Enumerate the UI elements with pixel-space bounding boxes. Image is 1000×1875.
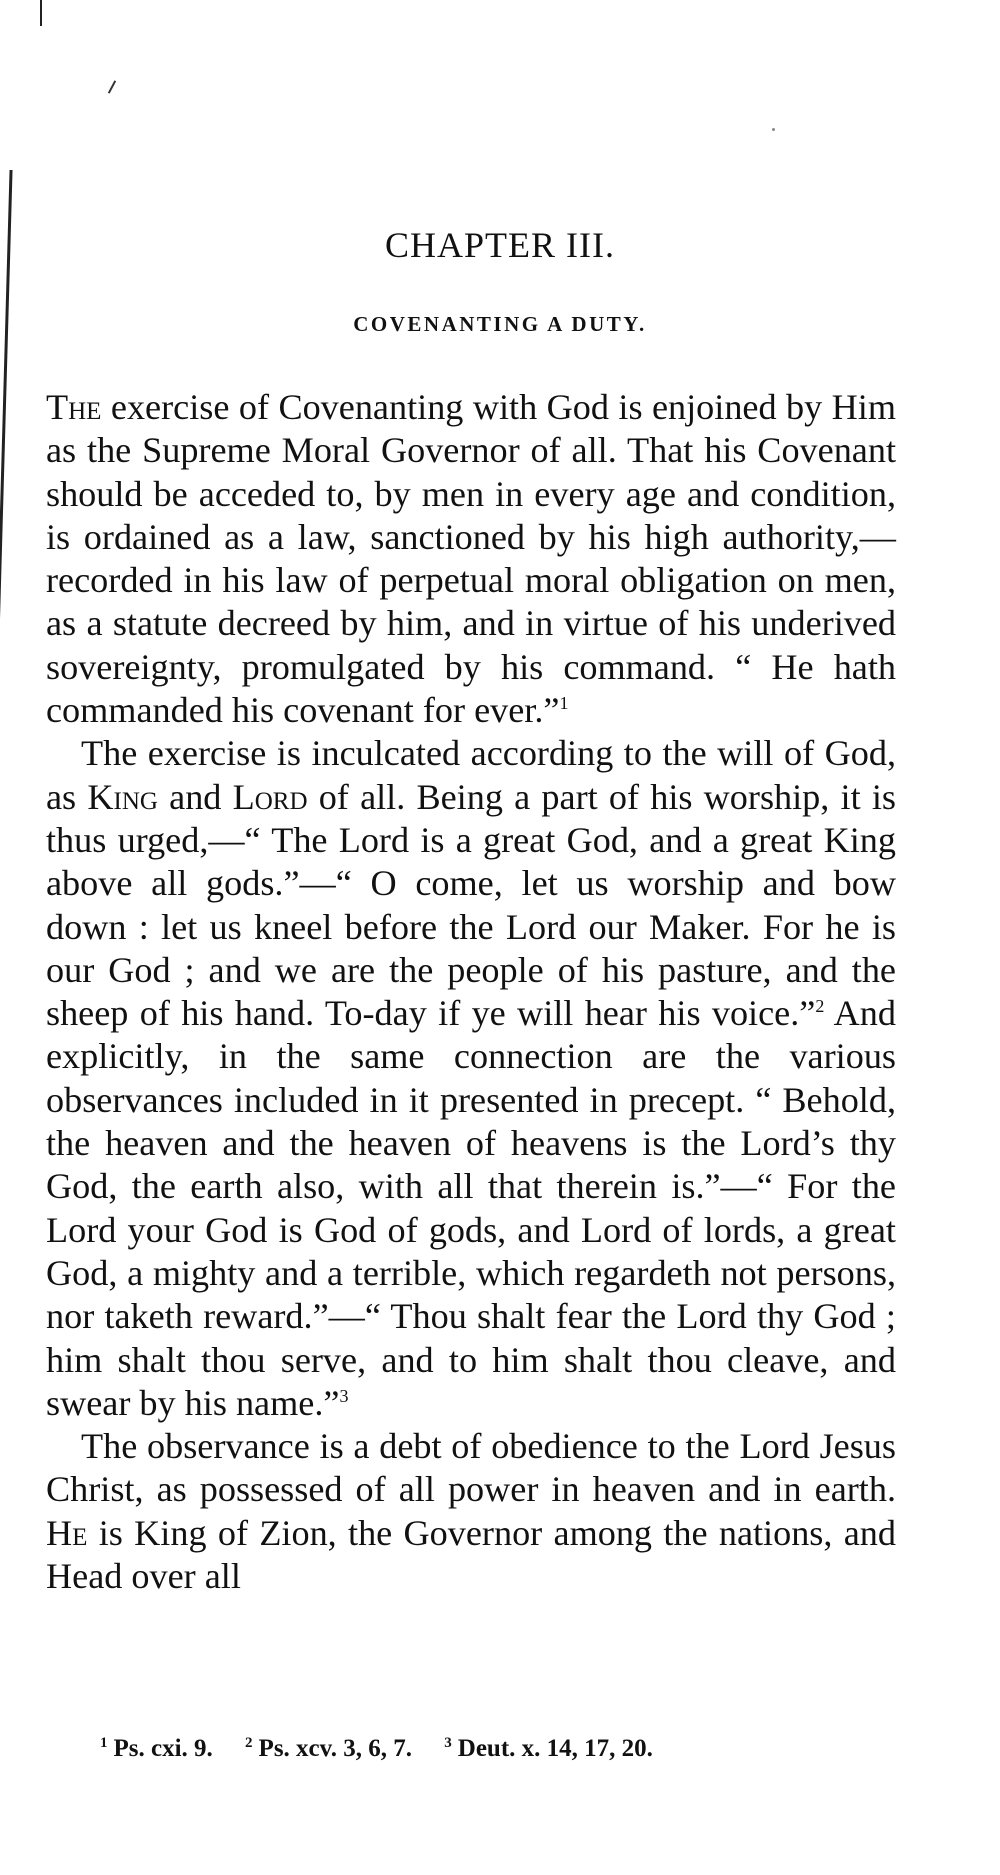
lead-word: The — [46, 387, 102, 427]
chapter-title: CHAPTER III. — [385, 225, 615, 265]
scan-pencil-mark — [108, 80, 116, 93]
footnote-text: Ps. cxi. 9. — [113, 1735, 213, 1762]
footnote-text: Ps. xcv. 3, 6, 7. — [258, 1735, 413, 1762]
chapter-body — [46, 386, 896, 1598]
paragraph-text: of all. Being a part of his worship, it is thus urged,—“ The Lord is a great God, and a great King above all gods.”—“ O come, let us worship and bow down : let us kneel before the Lord our Maker. For he is our God ; and we are the people of his pasture, and the sheep of his hand. To-day if ye will hear his voice.” — [46, 776, 896, 1034]
paragraph — [46, 1425, 896, 1598]
scan-edge-mark — [40, 0, 42, 26]
footnote-text: Deut. x. 14, 17, 20. — [457, 1735, 653, 1762]
footnote-reference: 1 — [559, 693, 569, 714]
paragraph — [46, 732, 896, 1425]
paragraph-text: And explicitly, in the same connection are the various observances included in it presented in precept. “ Behold, the heaven and the heaven of heavens is the Lord’s thy God, the earth also, with all that therein is.”—“ For the Lord your God is God of gods, and Lord of lords, a great God, a mighty and a terrible, which regardeth not persons, nor taketh reward.”—“ Thou shalt fear the Lord thy God ; him shalt thou serve, and to him shalt thou cleave, and swear by his name.” — [46, 993, 896, 1423]
paragraph-text: exercise of Covenanting with God is enjoined by Him as the Supreme Moral Governor of all. That his Covenant should be acceded to, by men in every age and condition, is ordained as a law, sanctioned by his high authority,—recorded in his law of perpetual moral obligation on men, as a statute decreed by him, and in virtue of his underived sovereignty, promulgated by his command. “ He hath commanded his covenant for ever.” — [46, 387, 896, 731]
footnote — [245, 1735, 412, 1762]
footnote-mark: 2 — [245, 1734, 253, 1751]
paragraph-text: The exercise is inculcated according to the will of God, as — [46, 733, 896, 817]
footnote-mark: 3 — [444, 1734, 452, 1751]
scan-speck — [772, 128, 775, 131]
paragraph-text: is King of Zion, the Governor among the nations, and Head over all — [46, 1512, 896, 1597]
footnote-reference: 2 — [815, 996, 825, 1017]
footnote-mark: 1 — [100, 1734, 108, 1751]
paragraph-text: The observance is a debt of obedience to the Lord Jesus Christ, as possessed of all power in heaven and in earth. — [46, 1426, 896, 1510]
paragraph-text: and — [157, 776, 233, 817]
footnote — [444, 1735, 653, 1762]
chapter-subtitle: COVENANTING A DUTY. — [353, 312, 647, 336]
paragraph — [46, 386, 896, 732]
small-caps-word: He — [46, 1512, 88, 1553]
footnotes — [100, 1735, 679, 1763]
small-caps-word: King — [87, 776, 158, 817]
footnote-reference: 3 — [339, 1385, 349, 1406]
footnote — [100, 1735, 213, 1762]
small-caps-word: Lord — [232, 776, 308, 817]
